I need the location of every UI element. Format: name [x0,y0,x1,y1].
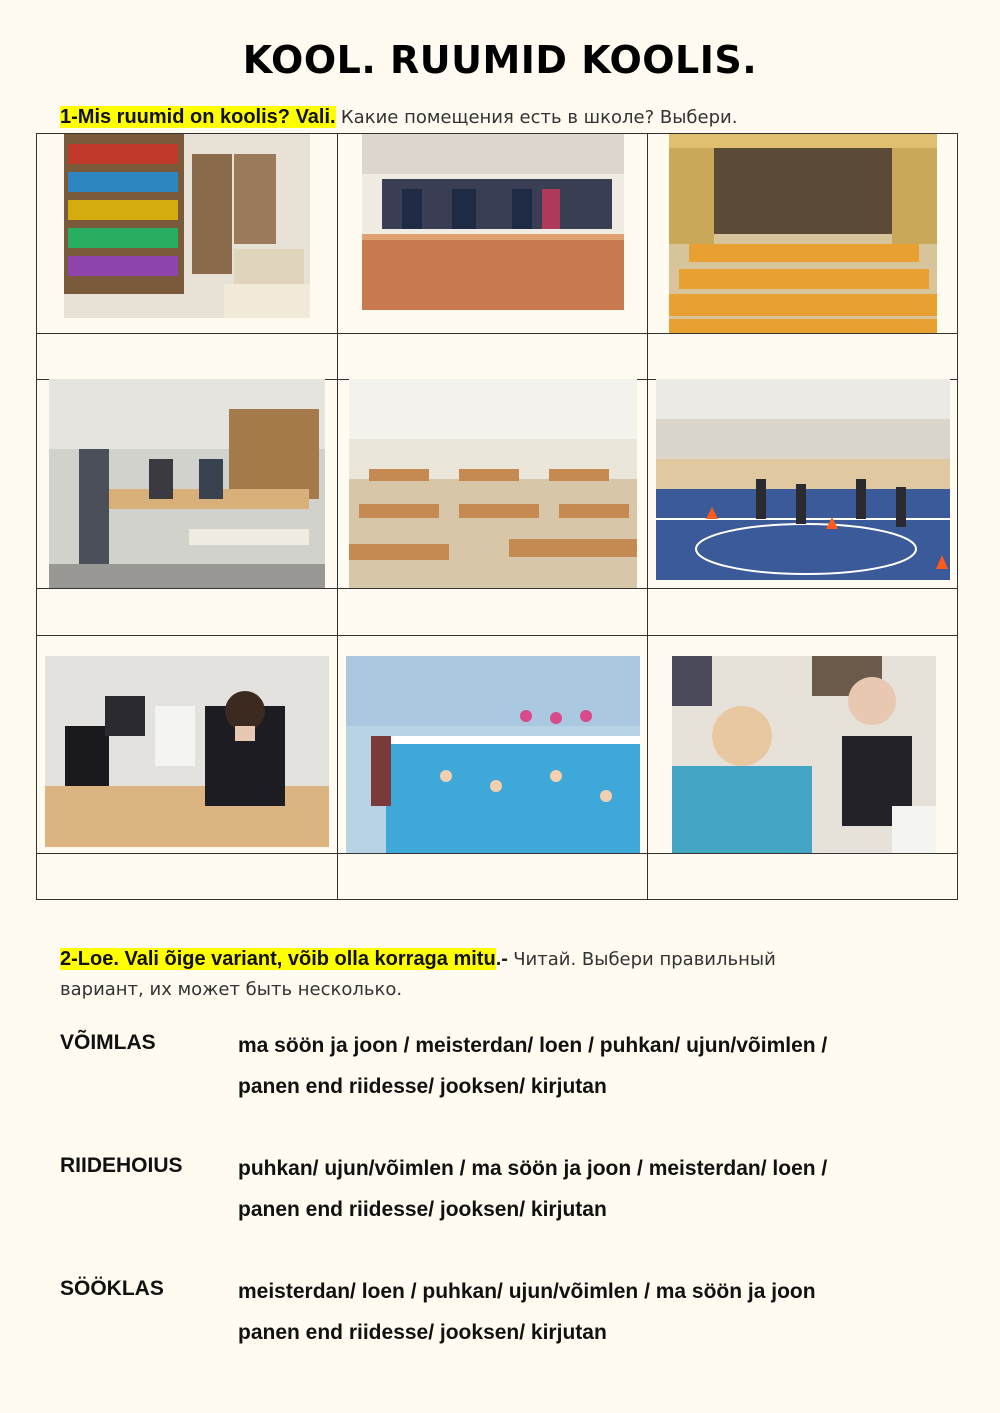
medical-room-photo [672,656,936,853]
photo-grid [36,133,958,900]
options-line: panen end riidesse/ jooksen/ kirjutan [238,1198,607,1221]
options [238,1025,928,1107]
options-line: puhkan/ ujun/võimlen / ma söön ja joon / meisterdan/ loen / [238,1157,828,1180]
computer-class-photo [45,656,329,847]
canteen-photo [349,379,637,588]
room-label: SÖÖKLAS [60,1277,164,1300]
task1-translation: Какие помещения есть в школе? Выбери. [340,107,738,128]
options-line: ma söön ja joon / meisterdan/ loen / puhkan/ ujun/võimlen / [238,1034,828,1057]
room-label: VÕIMLAS [60,1031,156,1054]
swimming-pool-photo [346,656,640,853]
cloakroom-photo [362,134,624,310]
options-line: meisterdan/ loen / puhkan/ ujun/võimlen / ma söön ja joon [238,1280,816,1303]
assembly-hall-photo [669,134,937,333]
library-photo [64,134,310,318]
task1-instruction [60,102,737,133]
gym-photo [656,379,950,580]
workshop-photo [49,379,325,588]
page-title: KOOL. RUUMID KOOLIS. [242,38,758,82]
options [238,1148,928,1230]
options [238,1271,928,1353]
task2-dash: .- [495,948,508,970]
task2-translation-1: Читай. Выбери правильный [513,949,776,970]
options-line: panen end riidesse/ jooksen/ kirjutan [238,1321,607,1344]
task2-highlight: 2-Loe. Vali õige variant, võib olla korraga mitu [60,948,496,970]
task2-instruction [60,944,940,1005]
options-line: panen end riidesse/ jooksen/ kirjutan [238,1075,607,1098]
task2-translation-2: вариант, их может быть несколько. [60,979,403,1000]
room-label: RIIDEHOIUS [60,1154,183,1177]
task1-highlight: 1-Mis ruumid on koolis? Vali. [60,106,336,128]
